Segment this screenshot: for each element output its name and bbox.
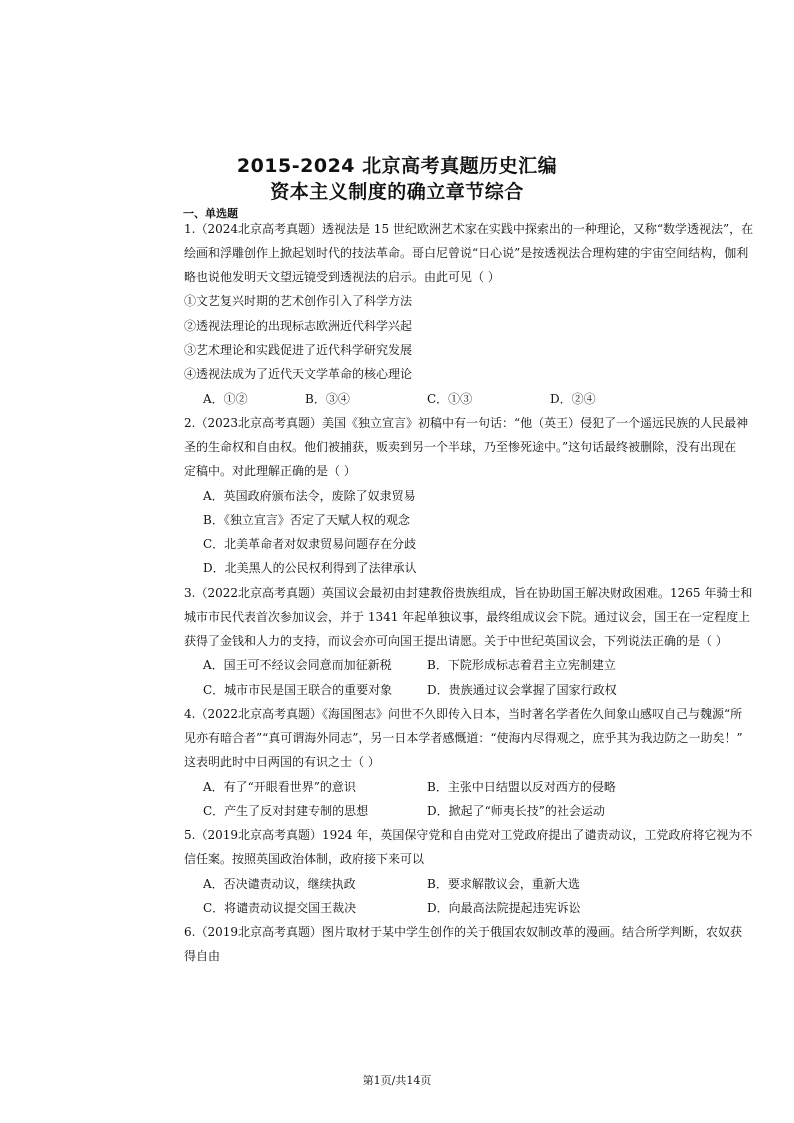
question-1-statement: ①文艺复兴时期的艺术创作引入了科学方法 (184, 294, 413, 308)
question-3-text: 获得了金钱和人力的支持，而议会亦可向国王提出请愿。关于中世纪英国议会，下列说法正确的是（ ） (184, 634, 728, 648)
question-4-text: 这表明此时中日两国的有识之士（ ） (184, 755, 380, 769)
question-6-text: 得自由 (184, 949, 221, 963)
question-2-text: 圣的生命权和自由权。他们被捕获，贩卖到另一个半球，乃至惨死途中。”这句话最终被删除，没有出现在 (184, 440, 737, 454)
question-4-text: 4.（2022北京高考真题）《海国图志》问世不久即传入日本，当时著名学者佐久间象山感叹自己与魏源“所 (184, 707, 743, 721)
section-heading: 一、单选题 (183, 207, 238, 220)
question-3-option-c: C．城市市民是国王联合的重要对象 (203, 683, 393, 697)
question-4-option-c: C．产生了反对封建专制的思想 (203, 804, 369, 818)
question-5-option-d: D．向最高法院提起违宪诉讼 (427, 901, 581, 915)
question-3-option-a: A．国王可不经议会同意而加征新税 (203, 658, 392, 672)
question-4-option-d: D．掀起了“师夷长技”的社会运动 (427, 804, 605, 818)
question-4-text: 见亦有暗合者”“真可谓海外同志”，另一日本学者感慨道：“使海内尽得观之，庶乎其为我边防之一助矣！” (184, 731, 743, 745)
document-subtitle: 资本主义制度的确立章节综合 (270, 181, 524, 203)
question-1-text: 绘画和浮雕创作上掀起划时代的技法革命。哥白尼曾说“日心说”是按透视法合理构建的宇宙空间结构，伽利 (184, 246, 749, 260)
question-5-option-b: B．要求解散议会，重新大选 (427, 877, 580, 891)
page-number-footer: 第1页/共14页 (362, 1074, 432, 1087)
question-2-option-b: B．《独立宣言》否定了天赋人权的观念 (203, 513, 410, 527)
question-4-option-a: A．有了“开眼看世界”的意识 (203, 780, 356, 794)
question-4-option-b: B．主张中日结盟以反对西方的侵略 (427, 780, 616, 794)
question-3-option-d: D．贵族通过议会掌握了国家行政权 (427, 683, 617, 697)
question-1-statement: ④透视法成为了近代天文学革命的核心理论 (184, 367, 413, 381)
question-1-option-c: C．①③ (427, 392, 473, 406)
question-5-text: 5.（2019北京高考真题）1924 年，英国保守党和自由党对工党政府提出了谴责动议，工党政府将它视为不 (184, 828, 753, 842)
question-3-text: 3.（2022北京高考真题）英国议会最初由封建教俗贵族组成，旨在协助国王解决财政困难。1265 年骑士和 (184, 586, 753, 600)
question-3-text: 城市市民代表首次参加议会，并于 1341 年起单独议事，最终组成议会下院。通过议会，国王在一定程度上 (184, 610, 751, 624)
question-3-option-b: B．下院形成标志着君主立宪制建立 (427, 658, 616, 672)
question-1-text: 略也说他发明天文望远镜受到透视法的启示。由此可见（ ） (184, 270, 500, 284)
question-5-option-c: C．将谴责动议提交国王裁决 (203, 901, 357, 915)
question-1-option-a: A．①② (203, 392, 248, 406)
question-2-option-c: C．北美革命者对奴隶贸易问题存在分歧 (203, 537, 417, 551)
question-2-option-a: A．英国政府颁布法令，废除了奴隶贸易 (203, 489, 416, 503)
question-5-option-a: A．否决谴责动议，继续执政 (203, 877, 356, 891)
question-1-option-b: B．③④ (305, 392, 350, 406)
question-2-text: 2.（2023北京高考真题）美国《独立宣言》初稿中有一句话：“他（英王）侵犯了一个遥远民族的人民最神 (184, 416, 749, 430)
question-1-text: 1.（2024北京高考真题）透视法是 15 世纪欧洲艺术家在实践中探索出的一种理论，又称“数学透视法”，在 (184, 222, 754, 236)
question-2-option-d: D．北美黑人的公民权利得到了法律承认 (203, 561, 417, 575)
question-1-statement: ③艺术理论和实践促进了近代科学研究发展 (184, 343, 413, 357)
question-2-text: 定稿中。对此理解正确的是（ ） (184, 464, 356, 478)
question-1-option-d: D．②④ (550, 392, 596, 406)
question-6-text: 6.（2019北京高考真题）图片取材于某中学生创作的关于俄国农奴制改革的漫画。结合所学判断，农奴获 (184, 925, 742, 939)
document-title: 2015-2024 北京高考真题历史汇编 (236, 155, 558, 177)
question-5-text: 信任案。按照英国政治体制，政府接下来可以 (184, 852, 425, 866)
question-1-statement: ②透视法理论的出现标志欧洲近代科学兴起 (184, 319, 413, 333)
